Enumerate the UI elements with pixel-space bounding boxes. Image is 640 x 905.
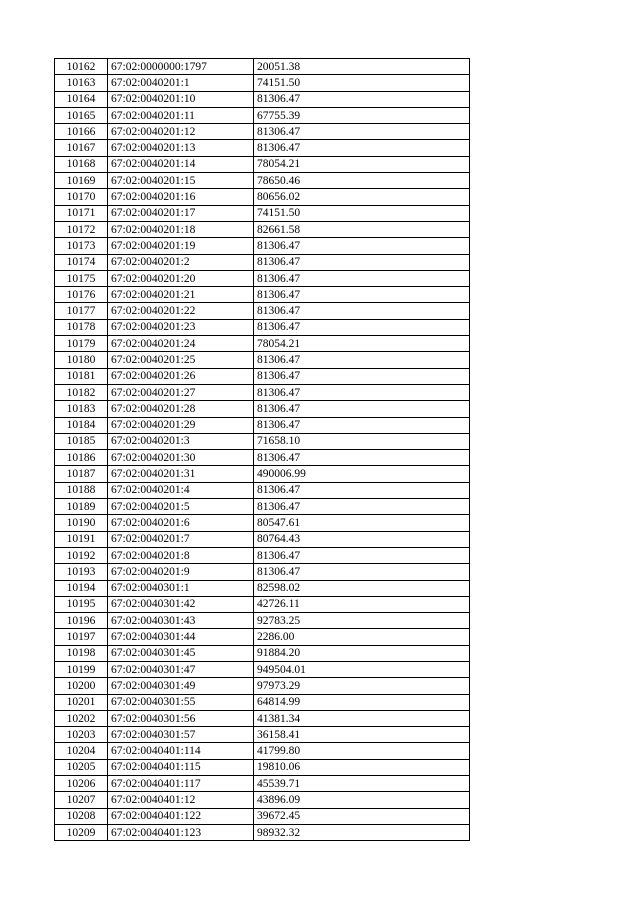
cadastral-number-cell: 67:02:0040201:12: [108, 124, 254, 140]
cadastral-number-cell: 67:02:0040201:7: [108, 531, 254, 547]
value-cell: 949504.01: [254, 661, 470, 677]
table-row: [55, 499, 470, 515]
row-number-cell: 10204: [55, 743, 108, 759]
row-number-cell: 10190: [55, 515, 108, 531]
table-row: [55, 564, 470, 580]
cadastral-number-cell: 67:02:0040201:17: [108, 205, 254, 221]
table-row: [55, 727, 470, 743]
value-cell: 81306.47: [254, 499, 470, 515]
row-number-cell: 10173: [55, 238, 108, 254]
value-cell: 45539.71: [254, 776, 470, 792]
value-cell: 97973.29: [254, 678, 470, 694]
table-row: [55, 319, 470, 335]
table-row: [55, 466, 470, 482]
cadastral-number-cell: 67:02:0040301:45: [108, 645, 254, 661]
value-cell: 81306.47: [254, 319, 470, 335]
table-row: [55, 270, 470, 286]
value-cell: 82598.02: [254, 580, 470, 596]
table-row: [55, 124, 470, 140]
table-row: [55, 824, 470, 840]
row-number-cell: 10186: [55, 450, 108, 466]
row-number-cell: 10172: [55, 221, 108, 237]
row-number-cell: 10162: [55, 59, 108, 75]
cadastral-number-cell: 67:02:0040201:20: [108, 270, 254, 286]
value-cell: 78054.21: [254, 336, 470, 352]
cadastral-number-cell: 67:02:0040301:55: [108, 694, 254, 710]
cadastral-number-cell: 67:02:0040201:4: [108, 482, 254, 498]
row-number-cell: 10163: [55, 75, 108, 91]
cadastral-number-cell: 67:02:0040401:123: [108, 824, 254, 840]
table-row: [55, 596, 470, 612]
table-row: [55, 75, 470, 91]
value-cell: 80656.02: [254, 189, 470, 205]
value-cell: 80547.61: [254, 515, 470, 531]
value-cell: 81306.47: [254, 450, 470, 466]
row-number-cell: 10184: [55, 417, 108, 433]
cadastral-number-cell: 67:02:0040201:11: [108, 107, 254, 123]
cadastral-number-cell: 67:02:0000000:1797: [108, 59, 254, 75]
value-cell: 81306.47: [254, 564, 470, 580]
row-number-cell: 10168: [55, 156, 108, 172]
cadastral-number-cell: 67:02:0040301:44: [108, 629, 254, 645]
table-row: [55, 645, 470, 661]
table-row: [55, 303, 470, 319]
value-cell: 81306.47: [254, 140, 470, 156]
cadastral-number-cell: 67:02:0040201:29: [108, 417, 254, 433]
row-number-cell: 10164: [55, 91, 108, 107]
cadastral-number-cell: 67:02:0040201:31: [108, 466, 254, 482]
cadastral-number-cell: 67:02:0040301:47: [108, 661, 254, 677]
value-cell: 81306.47: [254, 238, 470, 254]
cadastral-number-cell: 67:02:0040201:19: [108, 238, 254, 254]
table-row: [55, 156, 470, 172]
cadastral-number-cell: 67:02:0040201:3: [108, 433, 254, 449]
row-number-cell: 10166: [55, 124, 108, 140]
row-number-cell: 10187: [55, 466, 108, 482]
row-number-cell: 10209: [55, 824, 108, 840]
value-cell: 92783.25: [254, 613, 470, 629]
value-cell: 81306.47: [254, 401, 470, 417]
value-cell: 81306.47: [254, 417, 470, 433]
value-cell: 82661.58: [254, 221, 470, 237]
row-number-cell: 10196: [55, 613, 108, 629]
cadastral-number-cell: 67:02:0040201:1: [108, 75, 254, 91]
row-number-cell: 10179: [55, 336, 108, 352]
table-row: [55, 694, 470, 710]
table-row: [55, 661, 470, 677]
value-cell: 36158.41: [254, 727, 470, 743]
value-cell: 41799.80: [254, 743, 470, 759]
row-number-cell: 10165: [55, 107, 108, 123]
row-number-cell: 10207: [55, 792, 108, 808]
table-row: [55, 173, 470, 189]
row-number-cell: 10198: [55, 645, 108, 661]
table-row: [55, 433, 470, 449]
table-row: [55, 352, 470, 368]
cadastral-number-cell: 67:02:0040201:5: [108, 499, 254, 515]
row-number-cell: 10202: [55, 710, 108, 726]
table-row: [55, 531, 470, 547]
value-cell: 81306.47: [254, 91, 470, 107]
table-row: [55, 59, 470, 75]
table-row: [55, 743, 470, 759]
cadastral-number-cell: 67:02:0040201:16: [108, 189, 254, 205]
cadastral-number-cell: 67:02:0040201:28: [108, 401, 254, 417]
table-row: [55, 547, 470, 563]
cadastral-number-cell: 67:02:0040201:13: [108, 140, 254, 156]
value-cell: 74151.50: [254, 205, 470, 221]
value-cell: 78650.46: [254, 173, 470, 189]
cadastral-number-cell: 67:02:0040301:57: [108, 727, 254, 743]
table-row: [55, 629, 470, 645]
table-row: [55, 368, 470, 384]
row-number-cell: 10175: [55, 270, 108, 286]
cadastral-number-cell: 67:02:0040201:8: [108, 547, 254, 563]
table-row: [55, 221, 470, 237]
value-cell: 67755.39: [254, 107, 470, 123]
value-cell: 39672.45: [254, 808, 470, 824]
table-row: [55, 189, 470, 205]
value-cell: 20051.38: [254, 59, 470, 75]
cadastral-number-cell: 67:02:0040201:9: [108, 564, 254, 580]
value-cell: 81306.47: [254, 287, 470, 303]
table-row: [55, 613, 470, 629]
row-number-cell: 10169: [55, 173, 108, 189]
cadastral-number-cell: 67:02:0040201:26: [108, 368, 254, 384]
cadastral-number-cell: 67:02:0040201:18: [108, 221, 254, 237]
value-cell: 19810.06: [254, 759, 470, 775]
value-cell: 81306.47: [254, 482, 470, 498]
value-cell: 81306.47: [254, 384, 470, 400]
row-number-cell: 10195: [55, 596, 108, 612]
row-number-cell: 10201: [55, 694, 108, 710]
row-number-cell: 10188: [55, 482, 108, 498]
table-row: [55, 678, 470, 694]
cadastral-number-cell: 67:02:0040401:117: [108, 776, 254, 792]
row-number-cell: 10174: [55, 254, 108, 270]
row-number-cell: 10206: [55, 776, 108, 792]
cadastral-number-cell: 67:02:0040201:27: [108, 384, 254, 400]
value-cell: 80764.43: [254, 531, 470, 547]
value-cell: 71658.10: [254, 433, 470, 449]
row-number-cell: 10167: [55, 140, 108, 156]
table-row: [55, 482, 470, 498]
value-cell: 81306.47: [254, 254, 470, 270]
table-row: [55, 580, 470, 596]
cadastral-number-cell: 67:02:0040301:42: [108, 596, 254, 612]
table-row: [55, 205, 470, 221]
cadastral-number-cell: 67:02:0040301:43: [108, 613, 254, 629]
table-row: [55, 417, 470, 433]
row-number-cell: 10177: [55, 303, 108, 319]
cadastral-number-cell: 67:02:0040201:25: [108, 352, 254, 368]
cadastral-number-cell: 67:02:0040201:21: [108, 287, 254, 303]
cadastral-number-cell: 67:02:0040201:2: [108, 254, 254, 270]
cadastral-number-cell: 67:02:0040201:6: [108, 515, 254, 531]
value-cell: 81306.47: [254, 303, 470, 319]
value-cell: 81306.47: [254, 547, 470, 563]
cadastral-number-cell: 67:02:0040301:1: [108, 580, 254, 596]
table-row: [55, 401, 470, 417]
table-row: [55, 107, 470, 123]
row-number-cell: 10182: [55, 384, 108, 400]
data-table: [54, 58, 470, 841]
cadastral-number-cell: 67:02:0040201:30: [108, 450, 254, 466]
table-row: [55, 515, 470, 531]
value-cell: 98932.32: [254, 824, 470, 840]
cadastral-number-cell: 67:02:0040401:12: [108, 792, 254, 808]
row-number-cell: 10170: [55, 189, 108, 205]
cadastral-number-cell: 67:02:0040201:10: [108, 91, 254, 107]
row-number-cell: 10192: [55, 547, 108, 563]
cadastral-number-cell: 67:02:0040201:22: [108, 303, 254, 319]
value-cell: 81306.47: [254, 124, 470, 140]
row-number-cell: 10183: [55, 401, 108, 417]
row-number-cell: 10180: [55, 352, 108, 368]
table-row: [55, 287, 470, 303]
row-number-cell: 10171: [55, 205, 108, 221]
value-cell: 64814.99: [254, 694, 470, 710]
value-cell: 41381.34: [254, 710, 470, 726]
value-cell: 91884.20: [254, 645, 470, 661]
cadastral-number-cell: 67:02:0040201:15: [108, 173, 254, 189]
table-row: [55, 710, 470, 726]
table-row: [55, 759, 470, 775]
cadastral-number-cell: 67:02:0040401:122: [108, 808, 254, 824]
cadastral-number-cell: 67:02:0040201:23: [108, 319, 254, 335]
table-row: [55, 792, 470, 808]
cadastral-number-cell: 67:02:0040201:14: [108, 156, 254, 172]
row-number-cell: 10205: [55, 759, 108, 775]
value-cell: 81306.47: [254, 352, 470, 368]
row-number-cell: 10193: [55, 564, 108, 580]
row-number-cell: 10194: [55, 580, 108, 596]
row-number-cell: 10189: [55, 499, 108, 515]
row-number-cell: 10197: [55, 629, 108, 645]
table-row: [55, 140, 470, 156]
row-number-cell: 10191: [55, 531, 108, 547]
value-cell: 490006.99: [254, 466, 470, 482]
row-number-cell: 10178: [55, 319, 108, 335]
table-row: [55, 776, 470, 792]
table-body: [55, 59, 470, 841]
row-number-cell: 10200: [55, 678, 108, 694]
row-number-cell: 10181: [55, 368, 108, 384]
cadastral-number-cell: 67:02:0040301:56: [108, 710, 254, 726]
value-cell: 74151.50: [254, 75, 470, 91]
table-row: [55, 238, 470, 254]
table-row: [55, 384, 470, 400]
row-number-cell: 10203: [55, 727, 108, 743]
cadastral-number-cell: 67:02:0040401:115: [108, 759, 254, 775]
cadastral-number-cell: 67:02:0040301:49: [108, 678, 254, 694]
cadastral-number-cell: 67:02:0040401:114: [108, 743, 254, 759]
table-row: [55, 254, 470, 270]
table-row: [55, 808, 470, 824]
value-cell: 43896.09: [254, 792, 470, 808]
value-cell: 2286.00: [254, 629, 470, 645]
row-number-cell: 10199: [55, 661, 108, 677]
cadastral-number-cell: 67:02:0040201:24: [108, 336, 254, 352]
table-row: [55, 450, 470, 466]
value-cell: 78054.21: [254, 156, 470, 172]
table-row: [55, 91, 470, 107]
value-cell: 81306.47: [254, 270, 470, 286]
value-cell: 81306.47: [254, 368, 470, 384]
row-number-cell: 10185: [55, 433, 108, 449]
table-row: [55, 336, 470, 352]
value-cell: 42726.11: [254, 596, 470, 612]
row-number-cell: 10176: [55, 287, 108, 303]
row-number-cell: 10208: [55, 808, 108, 824]
